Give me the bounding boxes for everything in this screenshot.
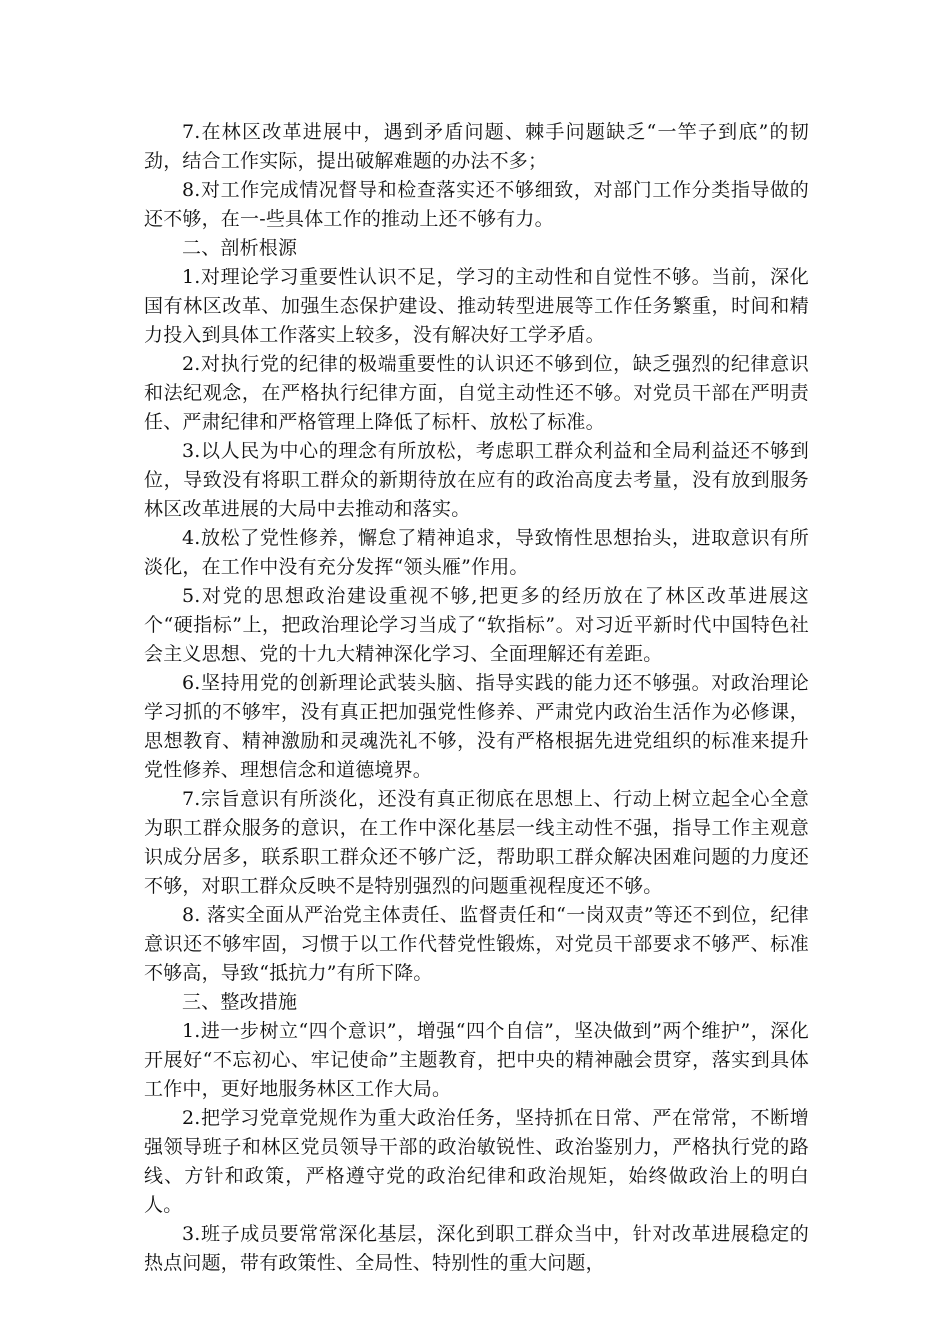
- issue-paragraph-8: 8.对工作完成情况督导和检查落实还不够细致，对部门工作分类指导做的还不够，在一-些具体工作的推动上还不够有力。: [144, 179, 809, 230]
- cause-paragraph-4: 4.放松了党性修养，懈怠了精神追求，导致惰性思想抬头，进取意识有所淡化，在工作中没有充分发挥“领头雁”作用。: [144, 527, 809, 578]
- measure-paragraph-1: 1.进一步树立“四个意识”，增强“四个自信”，坚决做到”两个维护”，深化开展好“不忘初心、牢记使命”主题教育，把中央的精神融会贯穿，落实到具体工作中，更好地服务林区工作大局。: [144, 1020, 809, 1100]
- cause-paragraph-6: 6.坚持用党的创新理论武装头脑、指导实践的能力还不够强。对政治理论学习抓的不够牢，没有真正把加强党性修养、严肃党内政治生活作为必修课，思想教育、精神激励和灵魂洗礼不够，没有严格根据先进党组织的标准来提升党性修养、理想信念和道德境界。: [144, 672, 809, 781]
- cause-paragraph-2: 2.对执行党的纪律的极端重要性的认识还不够到位，缺乏强烈的纪律意识和法纪观念，在严格执行纪律方面，自觉主动性还不够。对党员干部在严明责任、严肃纪律和严格管理上降低了标杆、放松了标准。: [144, 353, 809, 433]
- document-page: [144, 118, 809, 1278]
- measure-paragraph-2: 2.把学习党章党规作为重大政治任务，坚持抓在日常、严在常常，不断增强领导班子和林区党员领导干部的政治敏锐性、政治鉴别力，严格执行党的路线、方针和政策，严格遵守党的政治纪律和政治规矩，始终做政治上的明白人。: [144, 1107, 809, 1216]
- section-heading-root-causes: 二、剖析根源: [182, 237, 298, 259]
- cause-paragraph-8: 8. 落实全面从严治党主体责任、监督责任和“一岗双责”等还不到位，纪律意识还不够牢固，习惯于以工作代替党性锻炼，对党员干部要求不够严、标准不够高，导致“抵抗力”有所下降。: [144, 904, 809, 984]
- cause-paragraph-1: 1.对理论学习重要性认识不足，学习的主动性和自觉性不够。当前，深化国有林区改革、加强生态保护建设、推动转型进展等工作任务繁重，时间和精力投入到具体工作落实上较多，没有解决好工学矛盾。: [144, 266, 809, 346]
- section-heading-corrective-measures: 三、整改措施: [182, 991, 298, 1013]
- cause-paragraph-3: 3.以人民为中心的理念有所放松，考虑职工群众利益和全局利益还不够到位，导致没有将职工群众的新期待放在应有的政治高度去考量，没有放到服务林区改革进展的大局中去推动和落实。: [144, 440, 809, 520]
- issue-paragraph-7: 7.在林区改革进展中，遇到矛盾问题、棘手问题缺乏“一竿子到底”的韧劲，结合工作实际，提出破解难题的办法不多；: [144, 121, 809, 172]
- cause-paragraph-7: 7.宗旨意识有所淡化，还没有真正彻底在思想上、行动上树立起全心全意为职工群众服务的意识，在工作中深化基层一线主动性不强，指导工作主观意识成分居多，联系职工群众还不够广泛，帮助职工群众解决困难问题的力度还不够，对职工群众反映不是特别强烈的问题重视程度还不够。: [144, 788, 809, 897]
- cause-paragraph-5: 5.对党的思想政治建设重视不够,把更多的经历放在了林区改革进展这个“硬指标”上，把政治理论学习当成了“软指标”。对习近平新时代中国特色社会主义思想、党的十九大精神深化学习、全面理解还有差距。: [144, 585, 809, 665]
- measure-paragraph-3: 3.班子成员要常常深化基层，深化到职工群众当中，针对改革进展稳定的热点问题，带有政策性、全局性、特别性的重大问题，: [144, 1223, 809, 1274]
